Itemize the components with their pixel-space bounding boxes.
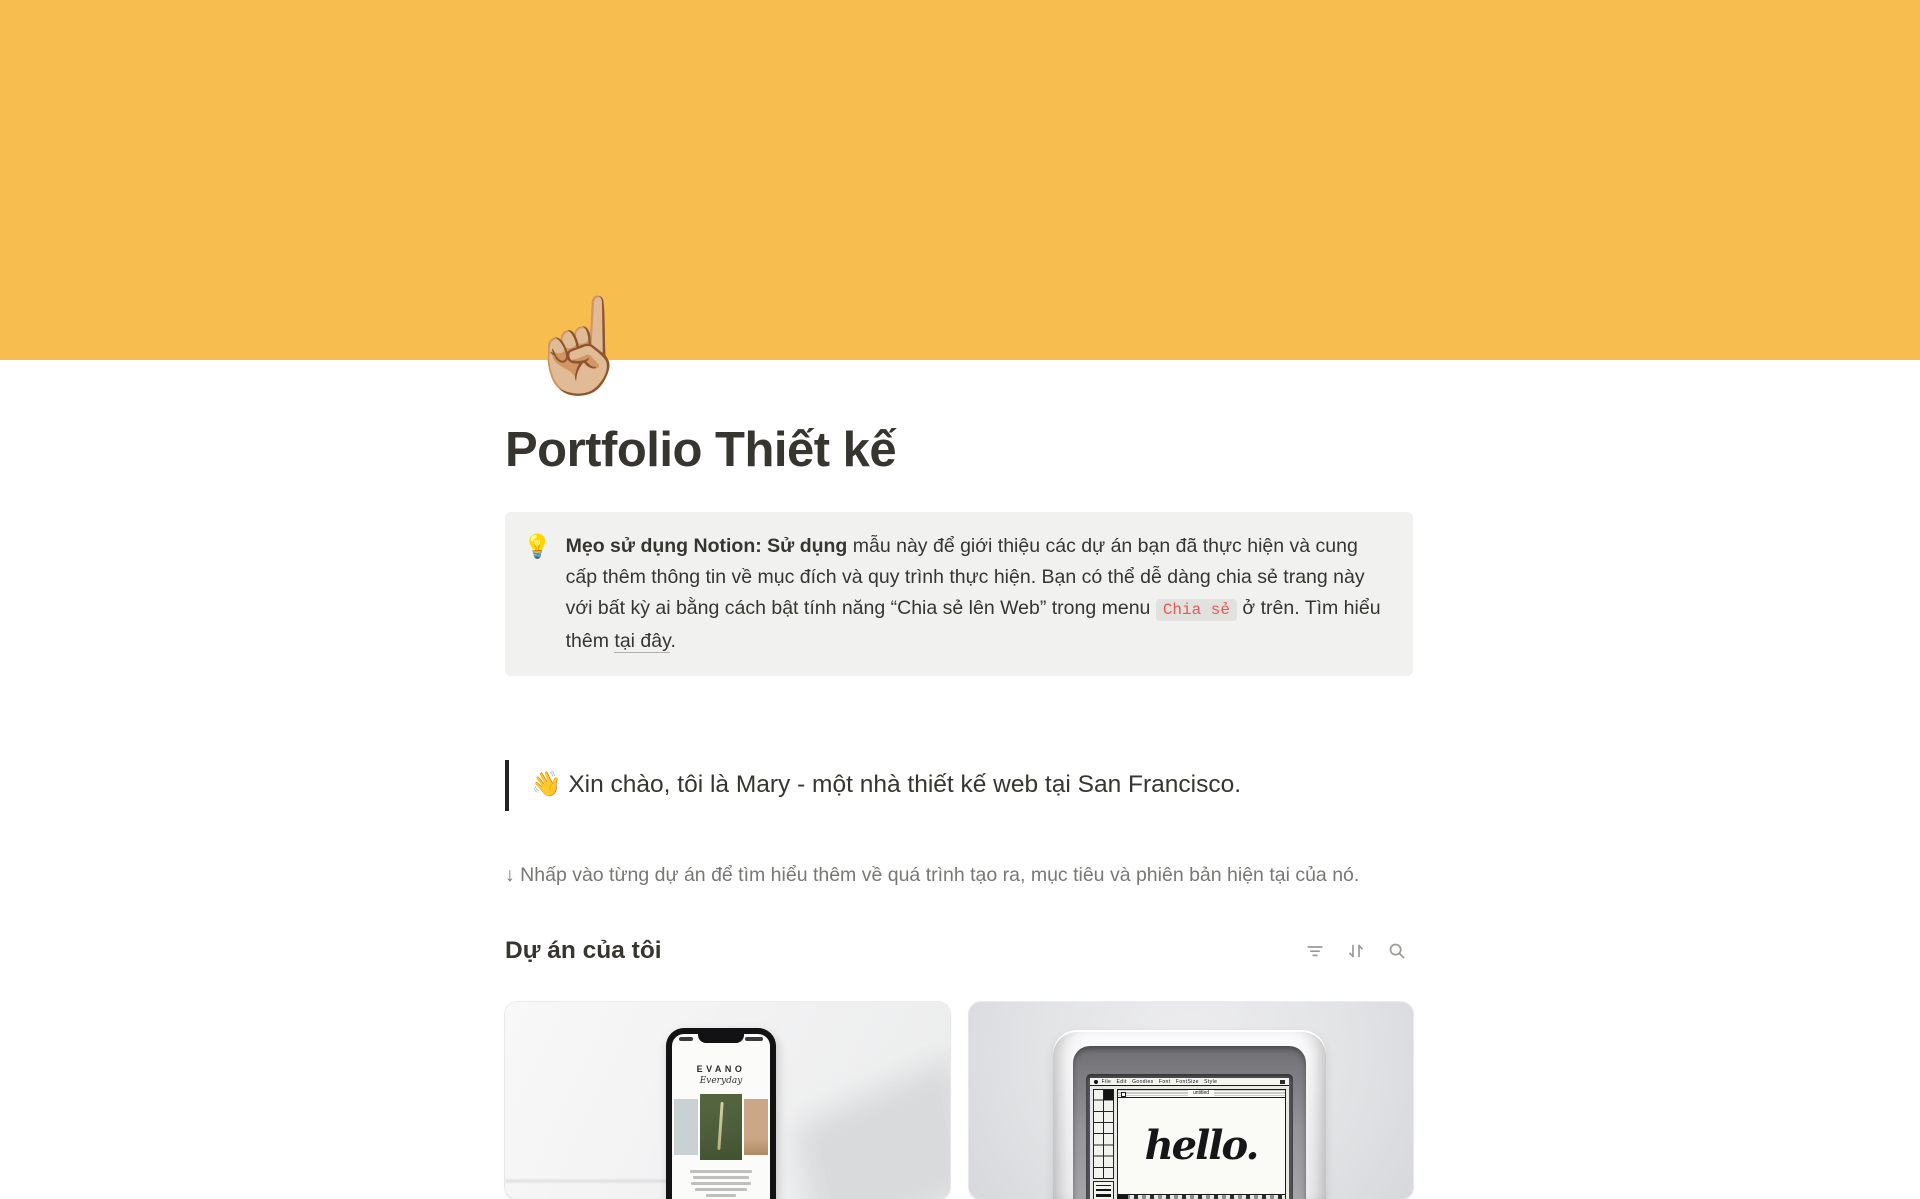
quote-text: Xin chào, tôi là Mary - một nhà thiết kế web tại San Francisco.	[561, 771, 1242, 798]
mac-bezel	[1073, 1046, 1306, 1199]
filter-icon	[1305, 941, 1325, 961]
filter-button[interactable]	[1303, 939, 1327, 963]
carousel-right-photo	[744, 1099, 768, 1155]
hello-handwriting-text: hello.	[1144, 1122, 1258, 1169]
share-menu-code-chip: Chia sẻ	[1156, 599, 1237, 621]
apple-icon	[1094, 1080, 1098, 1084]
photo-carousel	[672, 1094, 770, 1160]
line-width-selector	[1093, 1181, 1114, 1199]
sort-button[interactable]	[1344, 939, 1368, 963]
classic-mac-body	[1053, 1030, 1326, 1199]
page-icon-emoji[interactable]: ☝🏼	[523, 295, 638, 397]
callout-bold-text: Mẹo sử dụng Notion: Sử dụng	[565, 535, 848, 557]
callout-period: .	[670, 630, 676, 652]
callout-block	[505, 512, 1413, 676]
macpaint-window	[1117, 1089, 1286, 1199]
menubar-right-icon	[1280, 1080, 1285, 1084]
body-text-lines	[672, 1170, 770, 1197]
status-battery	[745, 1037, 763, 1041]
mac-screen-recess	[1086, 1074, 1293, 1199]
learn-more-link[interactable]: tại đây	[614, 630, 671, 652]
macpaint-tool-palette	[1093, 1089, 1114, 1179]
project-card-evano[interactable]	[505, 1002, 950, 1199]
waving-hand-icon: 👋	[531, 771, 562, 798]
iphone-screen	[672, 1034, 770, 1199]
selected-pattern	[1118, 1195, 1128, 1199]
gallery-header	[505, 930, 1413, 972]
quote-block	[505, 760, 1413, 811]
callout-after-code-text: ở trên. Tìm hiểu thêm	[565, 597, 1381, 652]
soft-shadow	[794, 1056, 950, 1199]
gallery-cards	[505, 1002, 1413, 1199]
callout-body-text: mẫu này để giới thiệu các dự án bạn đã thực hiện và cung cấp thêm thông tin về mục đích và quy trình thực hiện. Bạn có thể dễ dàng chia sẻ trang này với bất kỳ ai bằng cách bật tính năng “Chia sẻ lên Web” trong menu	[565, 535, 1365, 619]
page-title[interactable]: Portfolio Thiết kế	[505, 423, 897, 477]
evano-tagline-text: Everyday	[699, 1076, 743, 1086]
iphone-mockup	[666, 1028, 776, 1199]
window-close-box	[1121, 1092, 1126, 1097]
mac-menu-items: File Edit Goodies Font FontSize Style	[1101, 1078, 1218, 1085]
gallery-toolbar	[1303, 939, 1413, 963]
search-icon	[1387, 941, 1407, 961]
carousel-plant-photo	[700, 1094, 742, 1160]
window-title: untitled	[1188, 1090, 1214, 1097]
window-titlebar	[1118, 1090, 1285, 1098]
project-card-hello-mac[interactable]	[969, 1002, 1414, 1199]
mac-menubar	[1090, 1078, 1289, 1086]
gallery-title[interactable]: Dự án của tôi	[505, 937, 662, 964]
search-button[interactable]	[1385, 939, 1409, 963]
hint-paragraph: ↓ Nhấp vào từng dự án để tìm hiểu thêm về quá trình tạo ra, mục tiêu và phiên bản hiện tại của nó.	[505, 864, 1360, 886]
table-edge	[505, 1180, 675, 1182]
lightbulb-icon: 💡	[523, 533, 552, 559]
evano-brand-text: EVANO	[696, 1064, 746, 1074]
mac-screen	[1090, 1078, 1289, 1199]
callout-text	[566, 531, 1387, 657]
plant-stalk	[717, 1102, 723, 1150]
carousel-left-photo	[674, 1099, 698, 1155]
page-content	[505, 0, 1413, 1199]
status-time	[679, 1037, 693, 1041]
selected-tool	[1104, 1090, 1113, 1100]
iphone-notch	[698, 1034, 744, 1043]
paint-canvas	[1118, 1098, 1285, 1194]
pattern-palette	[1118, 1194, 1285, 1199]
sort-arrows-icon	[1346, 941, 1366, 961]
